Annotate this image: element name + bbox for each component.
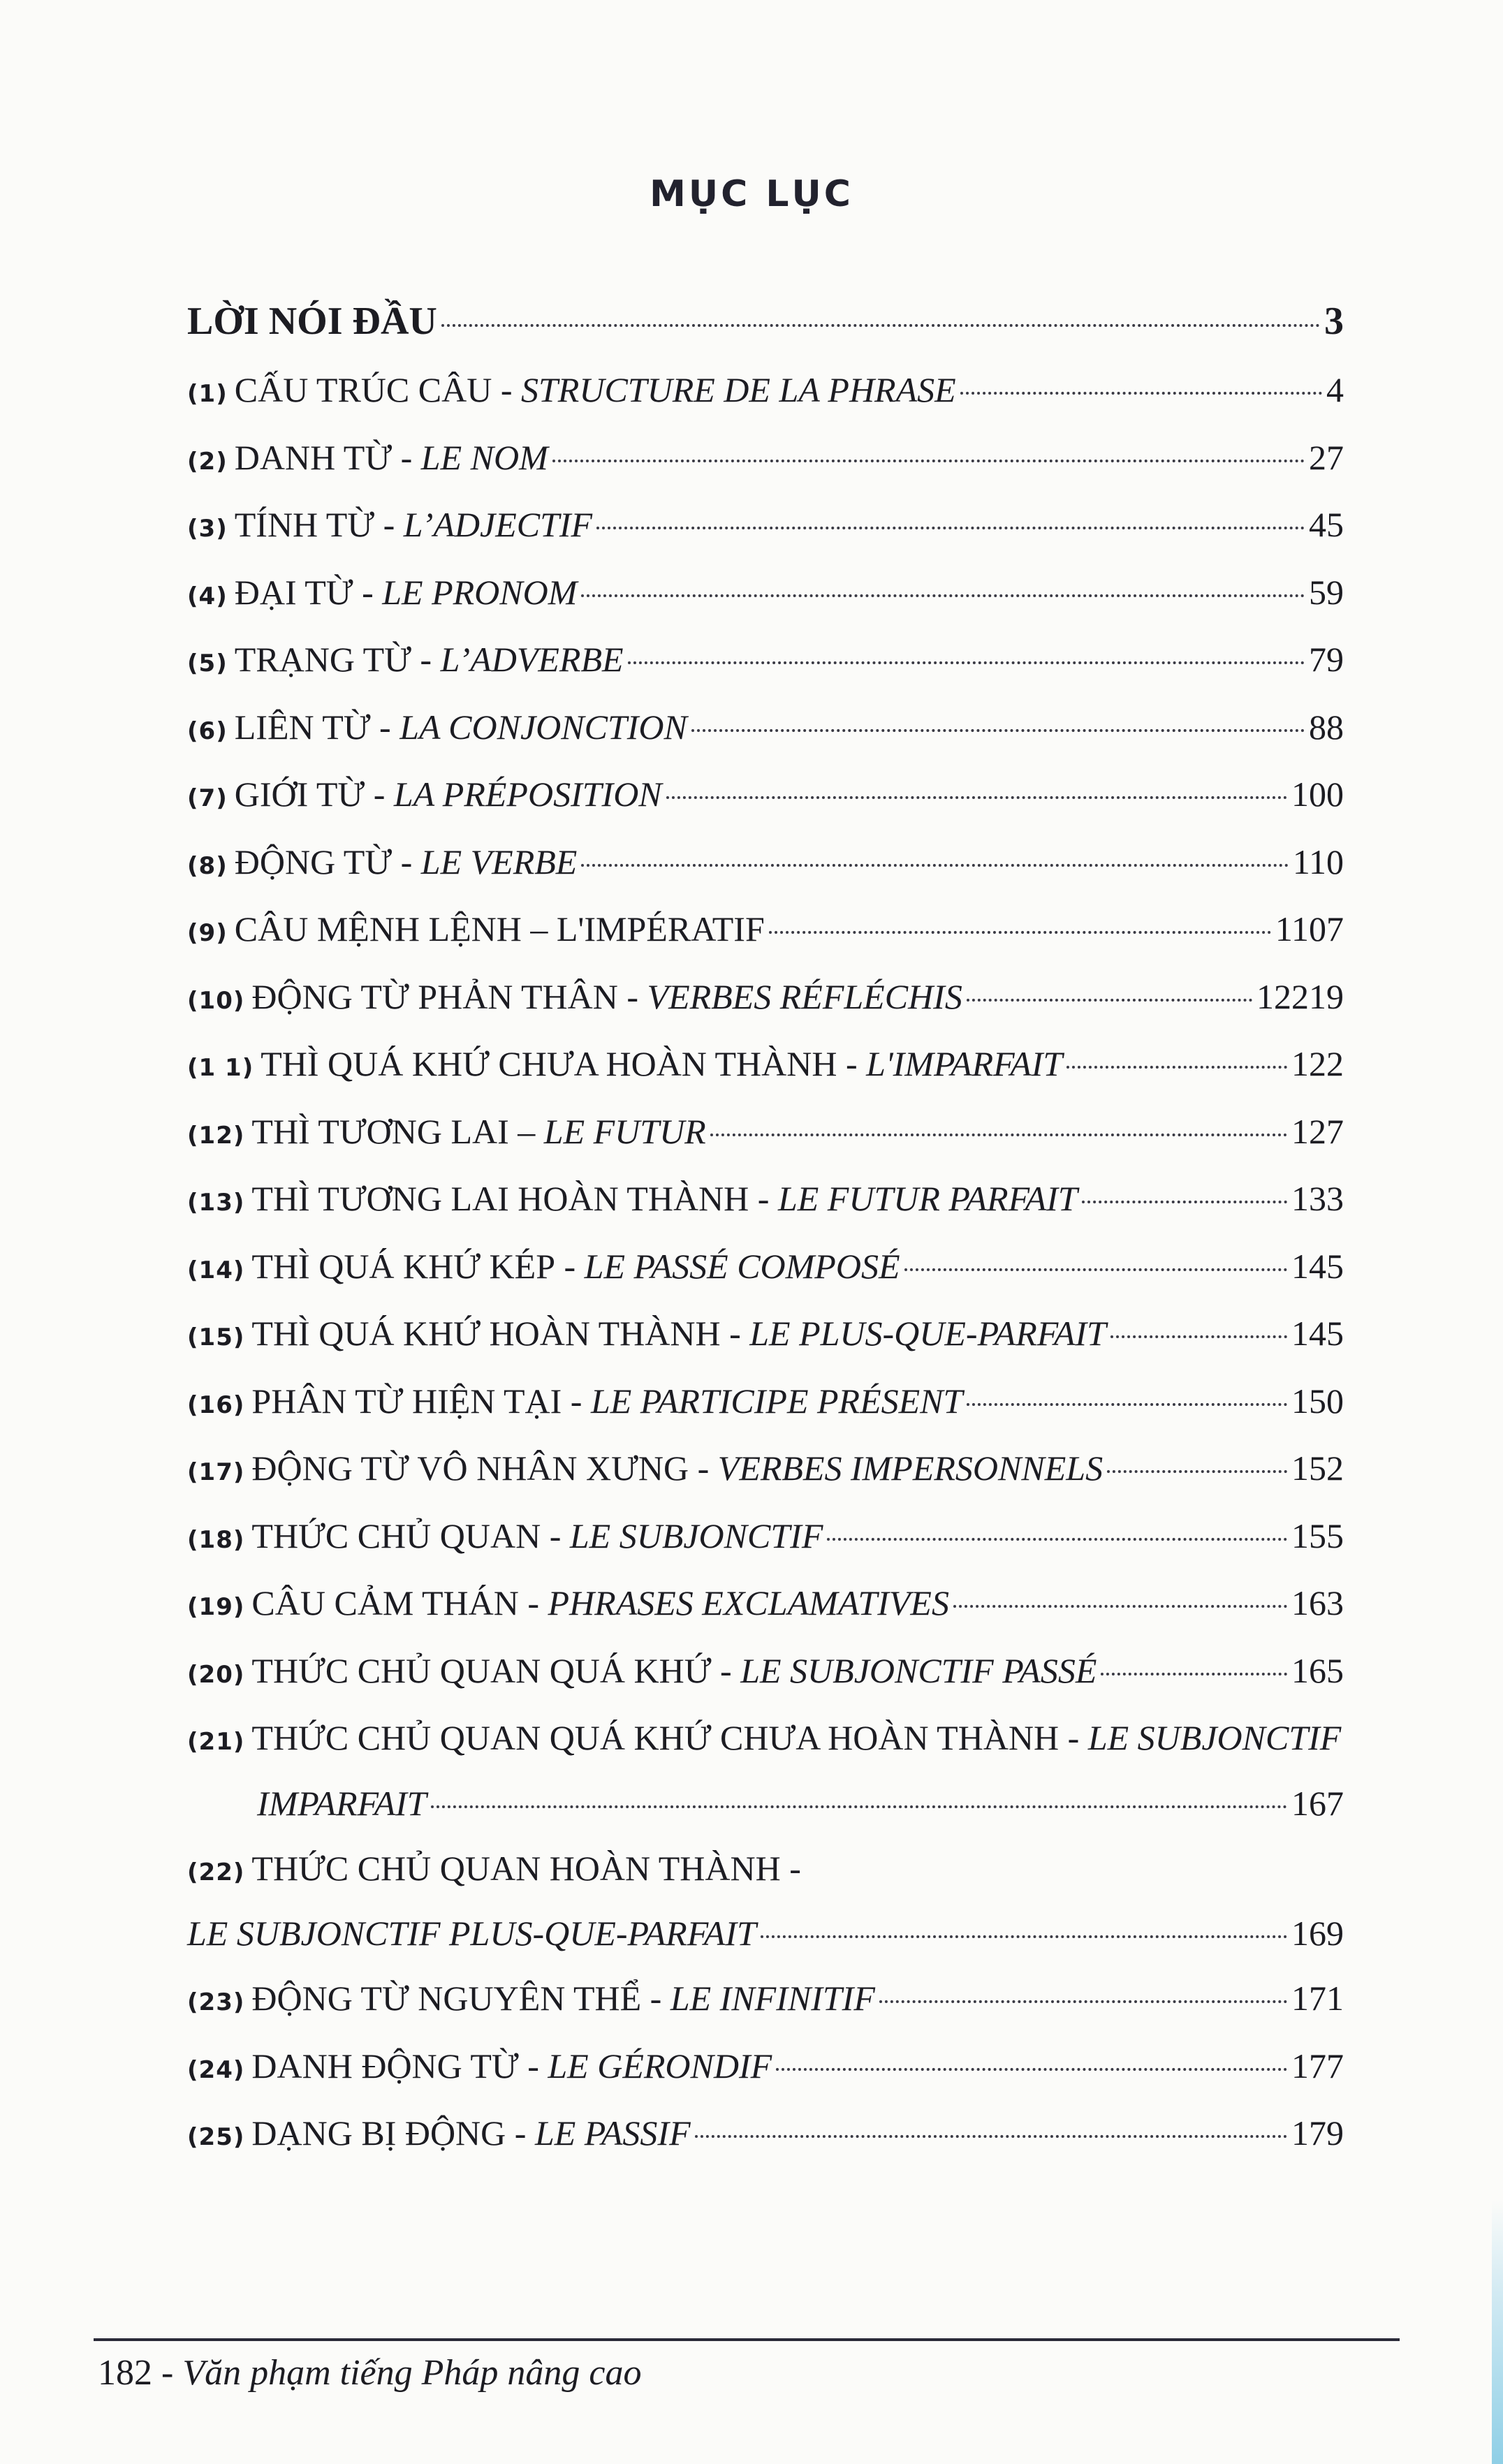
toc-entry-separator: - (506, 2113, 535, 2153)
toc-page-number: 27 (1309, 437, 1344, 477)
toc-entry-vietnamese: THỨC CHỦ QUAN (251, 1516, 541, 1555)
toc-entry-french: LE PASSÉ COMPOSÉ (584, 1246, 900, 1286)
toc-entry-separator: - (370, 707, 400, 747)
toc-entry-separator: - (541, 1516, 570, 1555)
dot-leader (441, 324, 1320, 327)
dot-leader (691, 729, 1305, 732)
toc-entry[interactable] (187, 1502, 1344, 1570)
toc-entry-vietnamese: ĐỘNG TỪ NGUYÊN THỂ (251, 1979, 642, 2018)
toc-entry[interactable] (187, 895, 1344, 963)
toc-entry-separator: - (617, 976, 647, 1016)
dot-leader (761, 1935, 1287, 1938)
toc-entry-vietnamese: ĐỘNG TỪ VÔ NHÂN XƯNG (251, 1449, 689, 1488)
toc-entry-separator: - (392, 842, 421, 881)
toc-entry-separator: - (365, 775, 394, 814)
toc-entry-vietnamese: THÌ TƯƠNG LAI HOÀN THÀNH (251, 1179, 749, 1218)
toc-entry-separator: - (641, 1979, 670, 2018)
toc-entry-number: (6) (187, 717, 228, 745)
dot-leader (827, 1538, 1287, 1541)
toc-entry[interactable] (187, 2099, 1344, 2167)
toc-entry[interactable] (187, 1030, 1344, 1098)
dot-leader (710, 1134, 1287, 1136)
toc-entry[interactable] (187, 1098, 1344, 1166)
toc-entry-french: L’ADVERBE (440, 640, 624, 679)
toc-entry-number: (14) (187, 1256, 245, 1284)
toc-entry[interactable] (187, 1233, 1344, 1300)
toc-entry-french: LE PARTICIPE PRÉSENT (590, 1381, 963, 1421)
toc-entries-list (187, 356, 1344, 1704)
toc-entry-french: L’ADJECTIF (403, 505, 593, 544)
dot-leader (960, 392, 1322, 395)
toc-entry-vietnamese: THÌ TƯƠNG LAI (251, 1111, 509, 1151)
toc-page-number: 3 (1324, 300, 1344, 343)
toc-entry-vietnamese: CÂU CẢM THÁN (251, 1583, 519, 1622)
toc-entry-french: LE GÉRONDIF (548, 2046, 772, 2085)
table-of-contents (187, 286, 1344, 2167)
toc-entry-vietnamese: THÌ QUÁ KHỨ CHƯA HOÀN THÀNH (261, 1044, 837, 1083)
toc-entry-number: (10) (187, 986, 245, 1015)
toc-page-number: 163 (1291, 1583, 1344, 1622)
toc-entry-vietnamese: PHÂN TỪ HIỆN TẠI (251, 1381, 562, 1421)
toc-entry-vietnamese: TRẠNG TỪ (234, 640, 411, 679)
toc-entry-number: (8) (187, 851, 228, 880)
toc-entry-vietnamese: DẠNG BỊ ĐỘNG (251, 2113, 506, 2153)
toc-page-number: 167 (1291, 1783, 1344, 1823)
toc-page-number: 88 (1309, 707, 1344, 747)
toc-page-number: 152 (1291, 1449, 1344, 1488)
toc-entry-22-continued[interactable] (187, 1902, 1344, 1965)
dot-leader (581, 864, 1289, 867)
toc-entry-french: LE NOM (420, 437, 548, 477)
dot-leader (769, 931, 1271, 934)
toc-entry-separator: - (1059, 1718, 1088, 1757)
toc-entry-vietnamese: THỨC CHỦ QUAN QUÁ KHỨ (251, 1650, 712, 1690)
toc-entry[interactable] (187, 424, 1344, 492)
toc-entry-number: (2) (187, 447, 228, 476)
toc-entry-vietnamese: DANH ĐỘNG TỪ (251, 2046, 519, 2085)
toc-entry[interactable] (187, 1965, 1344, 2032)
toc-entry-vietnamese: ĐỘNG TỪ (234, 842, 393, 881)
page-edge-decoration (1492, 2200, 1503, 2464)
toc-entry-french-continued: IMPARFAIT (257, 1783, 427, 1823)
toc-entry-separator: - (711, 1650, 741, 1690)
toc-entry-number: (22) (187, 1858, 245, 1886)
toc-entry[interactable] (187, 1165, 1344, 1233)
toc-entry-22[interactable] (187, 1835, 1344, 1902)
toc-entry-vietnamese: THỨC CHỦ QUAN HOÀN THÀNH - (251, 1848, 801, 1888)
toc-entry-separator: - (518, 1583, 548, 1622)
dot-leader (552, 460, 1305, 462)
toc-page-number: 110 (1292, 842, 1344, 881)
toc-entry-separator: - (720, 1314, 750, 1353)
toc-entry[interactable] (187, 1300, 1344, 1367)
toc-entry-separator: - (392, 437, 421, 477)
dot-leader (776, 2068, 1287, 2071)
toc-entry-separator: – (508, 1111, 544, 1151)
toc-entry-vietnamese: ĐẠI TỪ (234, 572, 353, 612)
toc-entry-number: (15) (187, 1323, 245, 1351)
toc-page-number: 171 (1291, 1979, 1344, 2018)
dot-leader (1107, 1470, 1287, 1473)
toc-entry-separator: - (749, 1179, 778, 1218)
dot-leader (1110, 1335, 1287, 1338)
toc-entry-vietnamese: LIÊN TỪ (234, 707, 371, 747)
toc-entry-separator: - (689, 1449, 718, 1488)
toc-entries-tail (187, 1965, 1344, 2167)
toc-entry[interactable] (187, 694, 1344, 761)
toc-entry-french: LE SUBJONCTIF (1087, 1718, 1342, 1757)
toc-entry-number: (16) (187, 1391, 245, 1419)
footer-separator: - (152, 2353, 183, 2393)
toc-entry-french: LA PRÉPOSITION (393, 775, 662, 814)
dot-leader (967, 999, 1252, 1002)
toc-entry-number: (17) (187, 1458, 245, 1486)
toc-entry[interactable] (187, 626, 1344, 694)
page-title: MỤC LỤC (650, 173, 853, 215)
toc-entry-french: LA CONJONCTION (399, 707, 687, 747)
toc-entry-separator: - (518, 2046, 548, 2085)
toc-entry-number: (20) (187, 1660, 245, 1689)
toc-page-number: 169 (1291, 1914, 1344, 1953)
page-footer (98, 2345, 641, 2401)
toc-entry-separator: - (492, 370, 521, 409)
toc-page-number: 145 (1291, 1314, 1344, 1353)
toc-entry-french: LE FUTUR (543, 1111, 706, 1151)
toc-page-number: 145 (1291, 1246, 1344, 1286)
toc-entry-vietnamese: ĐỘNG TỪ PHẢN THÂN (251, 976, 618, 1016)
toc-entry-french: LE VERBE (420, 842, 578, 881)
dot-leader (1066, 1066, 1287, 1069)
toc-entry-21[interactable] (187, 1704, 1344, 1772)
toc-entry[interactable] (187, 1637, 1344, 1705)
toc-entry-number: (4) (187, 582, 228, 610)
toc-entry-21-continued[interactable] (187, 1772, 1344, 1835)
toc-entry-number: (1 1) (187, 1054, 254, 1082)
toc-entry-number: (9) (187, 919, 228, 947)
toc-entry[interactable] (187, 491, 1344, 559)
toc-page-number: 45 (1309, 505, 1344, 544)
toc-entry-number: (23) (187, 1988, 245, 2016)
dot-leader (666, 796, 1287, 799)
toc-entry[interactable] (187, 2032, 1344, 2100)
footer-divider (94, 2338, 1400, 2341)
dot-leader (695, 2135, 1287, 2138)
toc-entry-french: LE FUTUR PARFAIT (777, 1179, 1078, 1218)
toc-page-number: 59 (1309, 572, 1344, 612)
dot-leader (904, 1268, 1287, 1271)
toc-entry[interactable] (187, 1435, 1344, 1502)
toc-page-number: 165 (1291, 1650, 1344, 1690)
toc-entry-separator: - (837, 1044, 867, 1083)
toc-entry-number: (12) (187, 1121, 245, 1150)
toc-entry-french: PHRASES EXCLAMATIVES (548, 1583, 949, 1622)
toc-entry[interactable] (187, 559, 1344, 626)
dot-leader (596, 527, 1305, 529)
toc-entry-vietnamese: DANH TỪ (234, 437, 393, 477)
dot-leader (967, 1403, 1287, 1406)
toc-entry-number: (19) (187, 1593, 245, 1621)
toc-entry[interactable] (187, 761, 1344, 828)
toc-entry-number: (7) (187, 784, 228, 812)
toc-entry-french: VERBES IMPERSONNELS (717, 1449, 1104, 1488)
toc-page-number: 122 (1291, 1044, 1344, 1083)
toc-entry-vietnamese: THÌ QUÁ KHỨ HOÀN THÀNH (251, 1314, 721, 1353)
toc-entry-vietnamese: THÌ QUÁ KHỨ KÉP (251, 1246, 556, 1286)
toc-page-number: 155 (1291, 1516, 1344, 1555)
dot-leader (628, 661, 1305, 664)
dot-leader (1101, 1673, 1287, 1675)
toc-page-number: 100 (1291, 775, 1344, 814)
toc-entry-number: (21) (187, 1728, 245, 1756)
toc-entry-intro[interactable] (187, 286, 1344, 356)
toc-entry-french: LE PRONOM (382, 572, 578, 612)
toc-entry-number: (24) (187, 2055, 245, 2084)
dot-leader (879, 2000, 1287, 2003)
toc-entry-vietnamese: GIỚI TỪ (234, 775, 365, 814)
toc-entry-number: (3) (187, 515, 228, 543)
toc-entry-number: (1) (187, 380, 228, 408)
toc-page-number: 179 (1291, 2113, 1344, 2153)
toc-entry-number: (5) (187, 650, 228, 677)
toc-entry-french: STRUCTURE DE LA PHRASE (521, 370, 956, 409)
toc-entry-vietnamese: CÂU MỆNH LỆNH – L'IMPÉRATIF (234, 909, 765, 948)
toc-page-number: 1107 (1275, 909, 1344, 948)
toc-page-number: 12219 (1256, 976, 1344, 1016)
toc-entry[interactable] (187, 1569, 1344, 1637)
toc-entry-separator: - (562, 1381, 591, 1421)
toc-entry-french: LE SUBJONCTIF PASSÉ (740, 1650, 1097, 1690)
toc-entry-french: L'IMPARFAIT (866, 1044, 1063, 1083)
toc-entry-number: (13) (187, 1189, 245, 1217)
toc-entry-french-continued: LE SUBJONCTIF PLUS-QUE-PARFAIT (187, 1914, 756, 1953)
toc-entry-vietnamese: TÍNH TỪ (234, 505, 375, 544)
footer-book-title: Văn phạm tiếng Pháp nâng cao (182, 2353, 642, 2393)
toc-entry-separator: - (353, 572, 383, 612)
toc-page-number: 4 (1326, 370, 1344, 409)
toc-entry[interactable] (187, 1367, 1344, 1435)
dot-leader (1082, 1201, 1287, 1203)
toc-entry-french: LE PLUS-QUE-PARFAIT (749, 1314, 1106, 1353)
toc-entry-french: VERBES RÉFLÉCHIS (647, 976, 962, 1016)
toc-entry-number: (25) (187, 2123, 245, 2151)
toc-entry[interactable] (187, 356, 1344, 424)
toc-entry-vietnamese: THỨC CHỦ QUAN QUÁ KHỨ CHƯA HOÀN THÀNH (251, 1718, 1060, 1757)
toc-page-number: 133 (1291, 1179, 1344, 1218)
toc-page-number: 177 (1291, 2046, 1344, 2085)
toc-entry-french: LE SUBJONCTIF (569, 1516, 823, 1555)
dot-leader (581, 594, 1305, 597)
dot-leader (953, 1605, 1287, 1608)
toc-entry-french: LE PASSIF (534, 2113, 691, 2153)
toc-page-number: 127 (1291, 1111, 1344, 1151)
toc-page-number: 79 (1309, 640, 1344, 679)
toc-page-number: 150 (1291, 1381, 1344, 1421)
dot-leader (431, 1805, 1287, 1808)
toc-entry-number: (18) (187, 1525, 245, 1554)
toc-entry-french: LE INFINITIF (670, 1979, 875, 2018)
toc-entry-separator: - (555, 1246, 585, 1286)
toc-entry-separator: - (411, 640, 441, 679)
toc-entry-separator: - (374, 505, 404, 544)
toc-entry[interactable] (187, 963, 1344, 1031)
toc-entry-vietnamese: CẤU TRÚC CÂU (234, 370, 492, 409)
footer-page-number: 182 (98, 2353, 152, 2393)
toc-entry[interactable] (187, 828, 1344, 896)
toc-entry-title: LỜI NÓI ĐẦU (187, 300, 437, 343)
